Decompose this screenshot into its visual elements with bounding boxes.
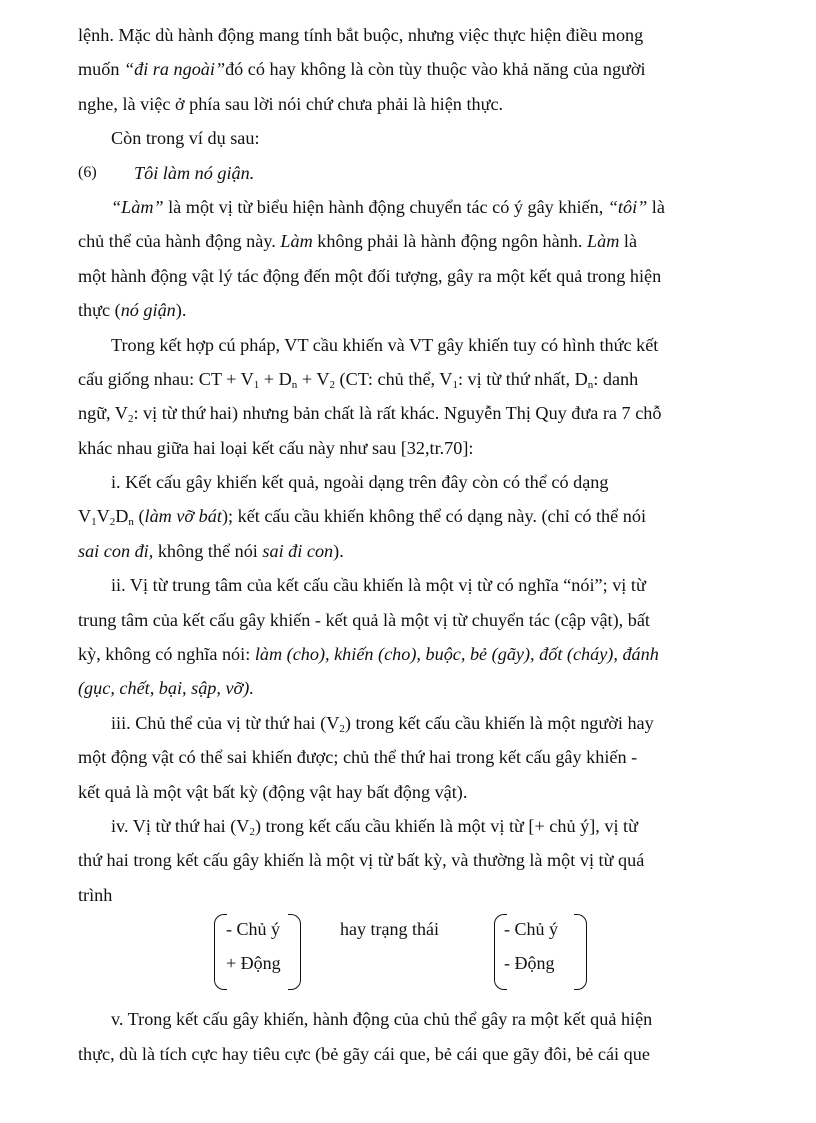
feature-right-2: - Động (504, 953, 555, 974)
example-number: (6) (78, 163, 97, 181)
document-page (78, 18, 740, 1071)
text-line: cấu giống nhau: CT + $V_1 + D_n + V_2$ (CT: chủ thể, $V_1$: vị từ thứ nhất, $D_n$: danh (78, 368, 639, 391)
feature-left-2: + Động (226, 953, 281, 974)
text-line: một hành động vật lý tác động đến một đối tượng, gây ra một kết quả trong hiện (78, 265, 662, 286)
text-line: (gục, chết, bại, sập, vỡ). (78, 678, 254, 699)
text-line: ii. Vị từ trung tâm của kết cấu cầu khiến là một vị từ có nghĩa “nói”; vị từ (111, 575, 646, 596)
feature-right-1: - Chủ ý (504, 919, 558, 940)
text-line: thực, dù là tích cực hay tiêu cực (bẻ gãy cái que, bẻ cái que gãy đôi, bẻ cái que (78, 1043, 650, 1064)
text-line: lệnh. Mặc dù hành động mang tính bắt buộc, nhưng việc thực hiện điều mong (78, 25, 644, 45)
text-line: sai con đi, không thể nói sai đi con). (78, 540, 344, 561)
text-line: trung tâm của kết cấu gây khiến - kết quả là một vị từ chuyển tác (cập vật), bất (78, 609, 650, 630)
text-line: muốn “đi ra ngoài”đó có hay không là còn tùy thuộc vào khả năng của người (78, 59, 646, 80)
text-line: v. Trong kết cấu gây khiến, hành động của chủ thể gây ra một kết quả hiện (111, 1009, 653, 1030)
text-line: i. Kết cấu gây khiến kết quả, ngoài dạng trên đây còn có thể có dạng (111, 472, 609, 493)
text-line: nghe, là việc ở phía sau lời nói chứ chưa phải là hiện thực. (78, 93, 504, 114)
example-text: Tôi làm nó giận. (134, 162, 255, 183)
text-line: chủ thể của hành động này. Làm không phải là hành động ngôn hành. Làm là (78, 231, 638, 252)
text-line: một động vật có thể sai khiến được; chủ thể thứ hai trong kết cấu gây khiến - (78, 747, 638, 768)
text-line: “Làm” là một vị từ biểu hiện hành động chuyển tác có ý gây khiến, “tôi” là (111, 196, 665, 217)
text-line: Còn trong ví dụ sau: (111, 128, 260, 149)
text-line: thực (nó giận). (78, 300, 187, 321)
feature-matrix (78, 912, 740, 1002)
left-bracket-close (288, 914, 301, 990)
feature-left-1: - Chủ ý (226, 919, 280, 940)
text-line: ngữ, $V_2$: vị từ thứ hai) nhưng bản chất là rất khác. Nguyễn Thị Quy đưa ra 7 chỗ (78, 403, 662, 426)
text-line: iii. Chủ thể của vị từ thứ hai $(V_2)$ trong kết cấu cầu khiến là một người hay (111, 712, 654, 735)
feature-middle: hay trạng thái (340, 919, 439, 940)
text-line: kết quả là một vật bất kỳ (động vật hay bất động vật). (78, 781, 468, 802)
text-line: iv. Vị từ thứ hai $(V_2)$ trong kết cấu cầu khiến là một vị từ [+ chủ ý], vị từ (111, 815, 638, 838)
text-line: Trong kết hợp cú pháp, VT cầu khiến và VT gây khiến tuy có hình thức kết (111, 334, 659, 355)
text-line: kỳ, không có nghĩa nói: làm (cho), khiến (cho), buộc, bẻ (gãy), đốt (cháy), đánh (78, 644, 659, 665)
text-line: khác nhau giữa hai loại kết cấu này như sau [32,tr.70]: (78, 437, 474, 458)
example-line (78, 156, 740, 190)
text-line: thứ hai trong kết cấu gây khiến là một vị từ bất kỳ, và thường là một vị từ quá (78, 850, 645, 871)
text-line: $V_1V_2D_n$ (làm vỡ bát); kết cấu cầu khiến không thể có dạng này. (chỉ có thể nói (78, 506, 646, 529)
text-line: trình (78, 884, 113, 905)
right-bracket-close (574, 914, 587, 990)
